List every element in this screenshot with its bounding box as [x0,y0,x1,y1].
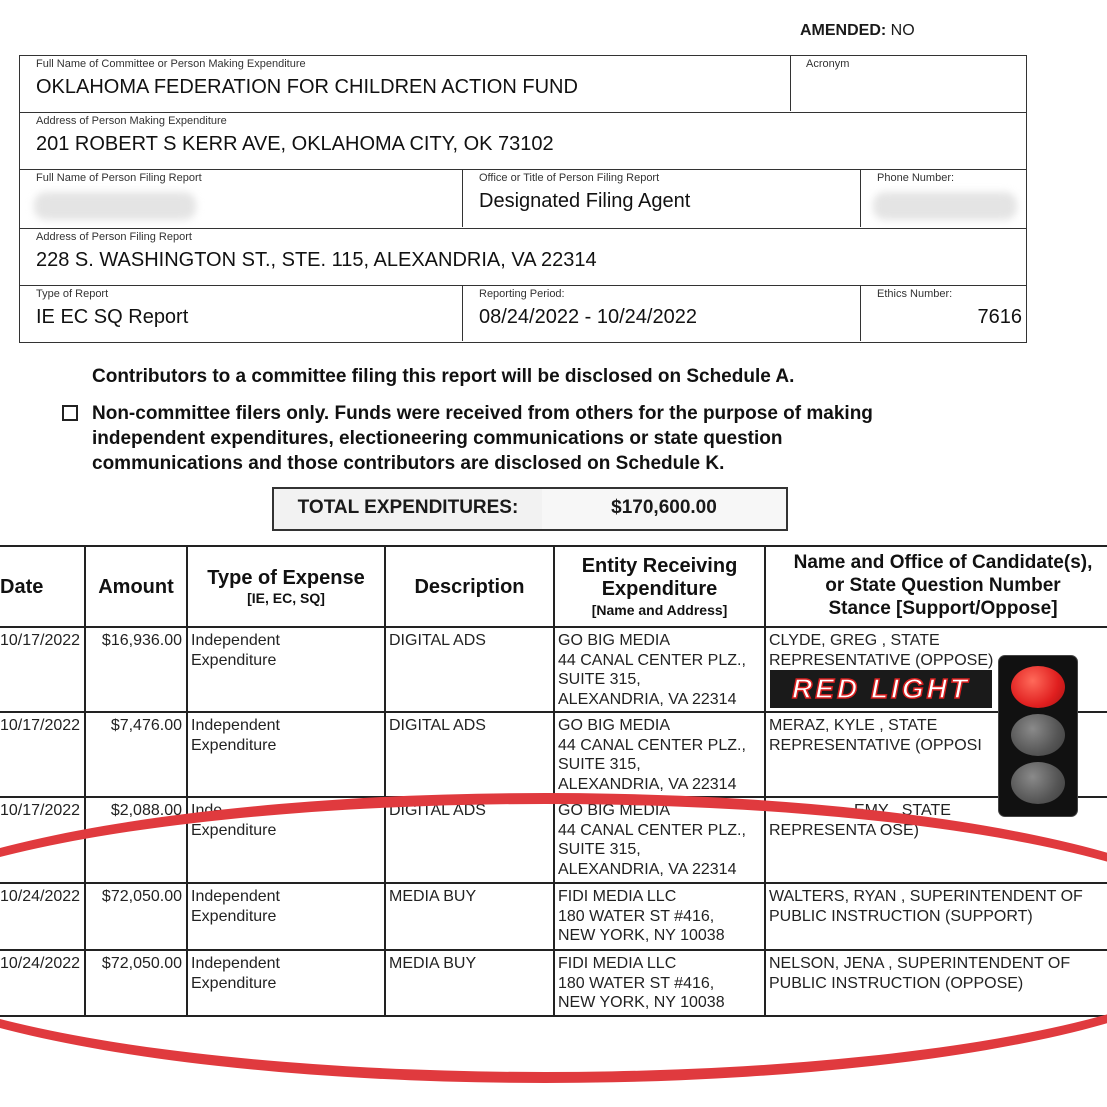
row5-candidate-line2: PUBLIC INSTRUCTION (OPPOSE) [769,974,1024,992]
row3-type-line1: Inde [191,802,223,819]
row2-type-line2: Expenditure [191,736,277,754]
noncommittee-note [92,401,873,476]
row3-entity-line2: 44 CANAL CENTER PLZ., [558,821,746,839]
row3-description: DIGITAL ADS [389,802,486,819]
red-light-sticker: RED LIGHT [770,670,992,708]
row3-entity-line3: SUITE 315, [558,841,641,858]
header-candidate-line1: Name and Office of Candidate(s), [793,552,1093,573]
header-amount: Amount [98,576,174,598]
report-type-label: Type of Report [36,288,109,300]
committee-value: OKLAHOMA FEDERATION FOR CHILDREN ACTION FUND [36,76,578,98]
row2-entity-line1: GO BIG MEDIA [558,717,671,734]
row5-entity-line1: FIDI MEDIA LLC [558,955,677,972]
row1-type-line1: Independent [191,632,280,649]
row5-candidate-line1: NELSON, JENA , SUPERINTENDENT OF [769,955,1071,972]
row2-description: DIGITAL ADS [389,717,486,734]
row5-type-line1: Independent [191,955,280,972]
row3-type-line2: Expenditure [191,821,277,839]
address-label: Address of Person Making Expenditure [36,115,227,127]
filer-address-value: 228 S. WASHINGTON ST., STE. 115, ALEXANDRIA, VA 22314 [36,249,597,271]
row1-entity-line2: 44 CANAL CENTER PLZ., [558,651,746,669]
row4-date: 10/24/2022 [0,888,81,905]
header-entity-line1: Entity Receiving [581,555,738,577]
address-row [19,112,1027,170]
row5-entity-line3: NEW YORK, NY 10038 [558,994,725,1011]
header-date: Date [0,576,44,598]
row1-entity-line3: SUITE 315, [558,671,641,688]
total-value: $170,600.00 [542,489,786,529]
acronym-label: Acronym [806,58,850,70]
row1-candidate [769,631,993,670]
row3-entity-line1: GO BIG MEDIA [558,802,671,819]
row4-candidate-line1: WALTERS, RYAN , SUPERINTENDENT OF [769,888,1083,905]
filer-cell [20,170,463,227]
row1-candidate-line2: REPRESENTATIVE (OPPOSE) [769,651,994,669]
header-type-title: Type of Expense [207,567,365,589]
schedule-a-note: Contributors to a committee filing this report will be disclosed on Schedule A. [92,366,795,387]
filer-label: Full Name of Person Filing Report [36,172,202,184]
ethics-label: Ethics Number: [877,288,953,300]
row1-entity [558,631,746,709]
row1-date: 10/17/2022 [0,632,81,649]
row3-candidate-line2: REPRESENTA OSE) [769,821,919,839]
row4-amount: $72,050.00 [101,888,182,905]
row2-candidate-line1: MERAZ, KYLE , STATE [769,717,938,734]
row5-entity-line2: 180 WATER ST #416, [558,974,715,992]
red-lamp-icon [1011,666,1065,708]
row2-amount: $7,476.00 [110,717,182,734]
row1-amount: $16,936.00 [101,632,182,649]
committee-label: Full Name of Committee or Person Making Expenditure [36,58,306,70]
row2-date: 10/17/2022 [0,717,81,734]
address-value: 201 ROBERT S KERR AVE, OKLAHOMA CITY, OK 73102 [36,133,554,155]
report-type-cell [20,286,463,341]
row2-candidate-line2: REPRESENTATIVE (OPPOSI [769,736,982,754]
office-value: Designated Filing Agent [479,190,691,212]
row5-amount: $72,050.00 [101,955,182,972]
amended-status [800,22,915,40]
green-lamp-icon [1011,762,1065,804]
row1-entity-line4: ALEXANDRIA, VA 22314 [558,690,737,708]
header-entity [555,555,764,619]
noncommittee-line-2: independent expenditures, electioneering communications or state question [92,428,783,449]
row2-type [191,716,280,755]
redacted-phone [873,192,1017,220]
traffic-light-icon [998,655,1078,817]
row4-description: MEDIA BUY [389,888,477,905]
row2-entity [558,716,746,794]
row3-date: 10/17/2022 [0,802,81,819]
row3-entity-line4: ALEXANDRIA, VA 22314 [558,860,737,878]
row2-entity-line3: SUITE 315, [558,756,641,773]
noncommittee-line-3: communications and those contributors are disclosed on Schedule K. [92,453,725,474]
header-candidate-line3: Stance [Support/Oppose] [828,598,1058,619]
row2-candidate [769,716,982,755]
row4-type-line2: Expenditure [191,907,277,925]
total-expenditures-box [272,487,788,531]
filer-address-row [19,228,1027,286]
row1-type [191,631,280,670]
amber-lamp-icon [1011,714,1065,756]
noncommittee-checkbox[interactable] [62,405,78,421]
committee-row [19,55,1027,113]
period-label: Reporting Period: [479,288,565,300]
period-value: 08/24/2022 - 10/24/2022 [479,306,697,328]
header-type-sub: [IE, EC, SQ] [247,590,325,606]
committee-cell [20,56,791,111]
report-type-value: IE EC SQ Report [36,306,189,328]
report-row [19,285,1027,343]
phone-label: Phone Number: [877,172,955,184]
row4-type-line1: Independent [191,888,280,905]
header-entity-line2: Expenditure [601,578,718,600]
row5-description: MEDIA BUY [389,955,477,972]
row4-entity-line3: NEW YORK, NY 10038 [558,927,725,944]
total-label: TOTAL EXPENDITURES: [274,489,544,529]
filer-row [19,169,1027,229]
row2-entity-line4: ALEXANDRIA, VA 22314 [558,775,737,793]
redacted-filer-name [34,192,196,220]
row1-entity-line1: GO BIG MEDIA [558,632,671,649]
row3-candidate-line1: EMY , STATE [854,802,951,819]
row1-candidate-line1: CLYDE, GREG , STATE [769,632,940,649]
amended-label: AMENDED: [800,22,887,39]
office-label: Office or Title of Person Filing Report [479,172,660,184]
row2-type-line1: Independent [191,717,280,734]
header-description: Description [414,576,525,598]
row4-entity-line1: FIDI MEDIA LLC [558,888,677,905]
row4-candidate-line2: PUBLIC INSTRUCTION (SUPPORT) [769,907,1033,925]
row1-type-line2: Expenditure [191,651,277,669]
office-cell [463,170,861,227]
row3-amount: $2,088.00 [110,802,182,819]
header-candidate-line2: or State Question Number [825,575,1061,596]
header-candidate [766,551,1107,620]
filer-address-label: Address of Person Filing Report [36,231,192,243]
highlight-ellipse [0,793,1107,1083]
row2-entity-line2: 44 CANAL CENTER PLZ., [558,736,746,754]
row5-date: 10/24/2022 [0,955,81,972]
amended-value: NO [890,22,915,39]
period-cell [463,286,861,341]
header-entity-sub: [Name and Address] [591,602,728,618]
ethics-value: 7616 [977,306,1022,328]
header-type [188,567,384,606]
row1-description: DIGITAL ADS [389,632,486,649]
row4-entity-line2: 180 WATER ST #416, [558,907,715,925]
noncommittee-line-1: Non-committee filers only. Funds were received from others for the purpose of making [92,403,873,424]
row5-type-line2: Expenditure [191,974,277,992]
